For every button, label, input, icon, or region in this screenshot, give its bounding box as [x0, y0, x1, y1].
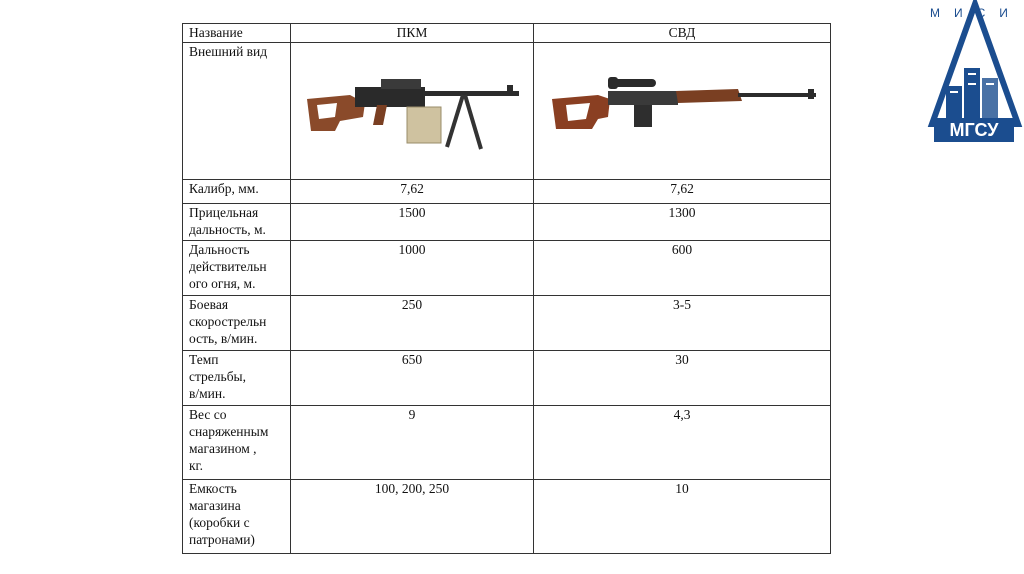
logo-caption: МГСУ: [934, 118, 1014, 142]
svd-value: 3-5: [534, 296, 831, 351]
pkm-photo-cell: [291, 43, 534, 180]
row-label: Вес со снаряженным магазином , кг.: [183, 406, 291, 480]
table-row: [183, 241, 831, 296]
pkm-value: 250: [291, 296, 534, 351]
svd-photo-cell: [534, 43, 831, 180]
appearance-label: Внешний вид: [183, 43, 291, 180]
pkm-value: 7,62: [291, 180, 534, 204]
row-label: Темп стрельбы, в/мин.: [183, 351, 291, 406]
row-label: Боевая скорострельн ость, в/мин.: [183, 296, 291, 351]
svd-value: 4,3: [534, 406, 831, 480]
row-label: Дальность действительн ого огня, м.: [183, 241, 291, 296]
logo-letters: МИСИ: [930, 6, 1022, 20]
svd-value: 1300: [534, 204, 831, 241]
pkm-value: 1500: [291, 204, 534, 241]
header-name: Название: [183, 24, 291, 43]
svd-value: 7,62: [534, 180, 831, 204]
row-label: Емкость магазина (коробки с патронами): [183, 480, 291, 554]
pkm-machine-gun-image: [295, 43, 526, 171]
table-row: [183, 480, 831, 554]
table-row: [183, 204, 831, 241]
table-header-row: [183, 24, 831, 43]
table-row: [183, 296, 831, 351]
row-label: Прицельная дальность, м.: [183, 204, 291, 241]
table-row: [183, 180, 831, 204]
svd-sniper-rifle-image: [538, 43, 823, 171]
pkm-value: 9: [291, 406, 534, 480]
pkm-value: 650: [291, 351, 534, 406]
svd-value: 10: [534, 480, 831, 554]
appearance-row: [183, 43, 831, 180]
table-row: [183, 351, 831, 406]
pkm-value: 100, 200, 250: [291, 480, 534, 554]
mgsu-logo: [926, 0, 1024, 150]
svd-value: 30: [534, 351, 831, 406]
header-svd: СВД: [534, 24, 831, 43]
pkm-value: 1000: [291, 241, 534, 296]
svd-value: 600: [534, 241, 831, 296]
weapons-comparison-table: [182, 23, 831, 554]
row-label: Калибр, мм.: [183, 180, 291, 204]
header-pkm: ПКМ: [291, 24, 534, 43]
table-row: [183, 406, 831, 480]
